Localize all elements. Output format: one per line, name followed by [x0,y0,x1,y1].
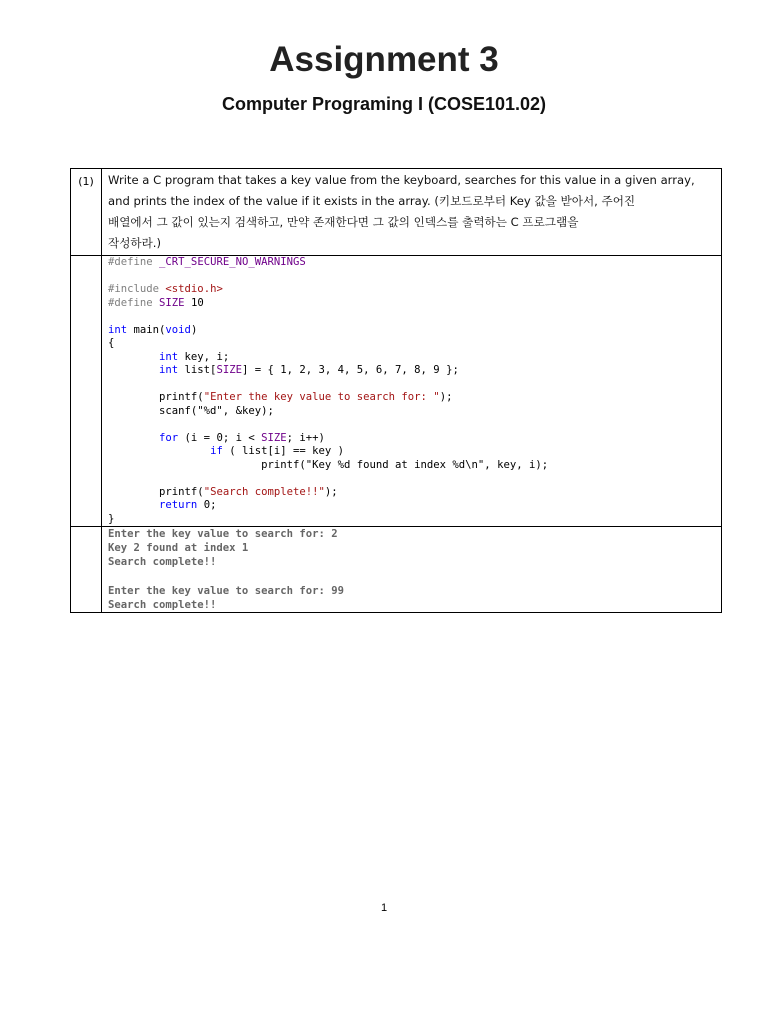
output-line: Search complete!! [108,556,217,569]
code-token: } [108,512,115,525]
document-subtitle: Computer Programing I (COSE101.02) [221,94,547,114]
code-token: #define [108,296,153,309]
program-output-cell [102,527,722,613]
output-line: Enter the key value to search for: 99 [108,584,344,597]
code-token: ] = { 1, 2, 3, 4, 5, 6, 7, 8, 9 }; [241,364,459,376]
code-token: ); [324,485,338,498]
code-token: ( list[i] == key ) [222,445,345,457]
code-token: #define [108,256,153,268]
document-title: Assignment 3 [269,40,499,79]
code-token: int [108,323,128,336]
program-output [108,527,715,612]
code-token: 0; [197,499,217,511]
code-token: SIZE [261,431,287,444]
code-token: void [165,323,191,336]
problem-statement [102,169,722,256]
problem-line: and prints the index of the value if it exists in the array. (키보드로부터 Key 값을 받아서, 주어진 [108,194,636,208]
code-token: int [159,364,179,376]
empty-cell [71,256,102,527]
code-token: for [159,431,179,444]
page-number: 1 [380,902,388,914]
problem-row [71,169,722,256]
code-token: printf( [159,391,204,403]
output-line: Key 2 found at index 1 [108,542,249,555]
code-token: (i = 0; i < [178,431,262,444]
code-token: printf("Key %d found at index %d\n", key, i); [261,458,549,471]
code-token: return [159,499,198,511]
problem-line: 작성하라.) [108,236,162,250]
source-code [108,256,715,526]
code-row [71,256,722,527]
problem-line: Write a C program that takes a key value from the keyboard, searches for this value in a given array, [108,173,695,187]
code-token: main( [127,323,166,336]
empty-cell [71,527,102,613]
code-token: ); [439,391,453,403]
code-token: int [159,350,179,363]
code-token: printf( [159,485,204,498]
code-token: ) [190,323,198,336]
assignment-table [70,168,722,613]
code-token: SIZE [159,296,185,309]
code-token: list[ [178,364,217,376]
problem-line: 배열에서 그 값이 있는지 검색하고, 만약 존재한다면 그 값의 인덱스를 출력하는 C 프로그램을 [108,215,579,229]
code-token: #include [108,283,160,295]
code-token: ; i++) [286,431,325,444]
code-token: _CRT_SECURE_NO_WARNINGS [159,256,306,268]
code-token: SIZE [216,364,242,376]
code-token: key, i; [178,350,230,363]
output-line: Enter the key value to search for: 2 [108,528,338,540]
code-token: if [210,445,223,457]
code-token: 10 [184,296,204,309]
output-row [71,527,722,613]
code-token: "Enter the key value to search for: " [203,391,440,403]
problem-number: (1) [71,169,102,256]
output-line: Search complete!! [108,599,217,612]
code-token: "Search complete!!" [203,485,325,498]
code-token: <stdio.h> [165,283,223,295]
code-token: scanf("%d", &key); [159,404,274,417]
source-code-cell [102,256,722,527]
code-token: { [108,337,115,349]
